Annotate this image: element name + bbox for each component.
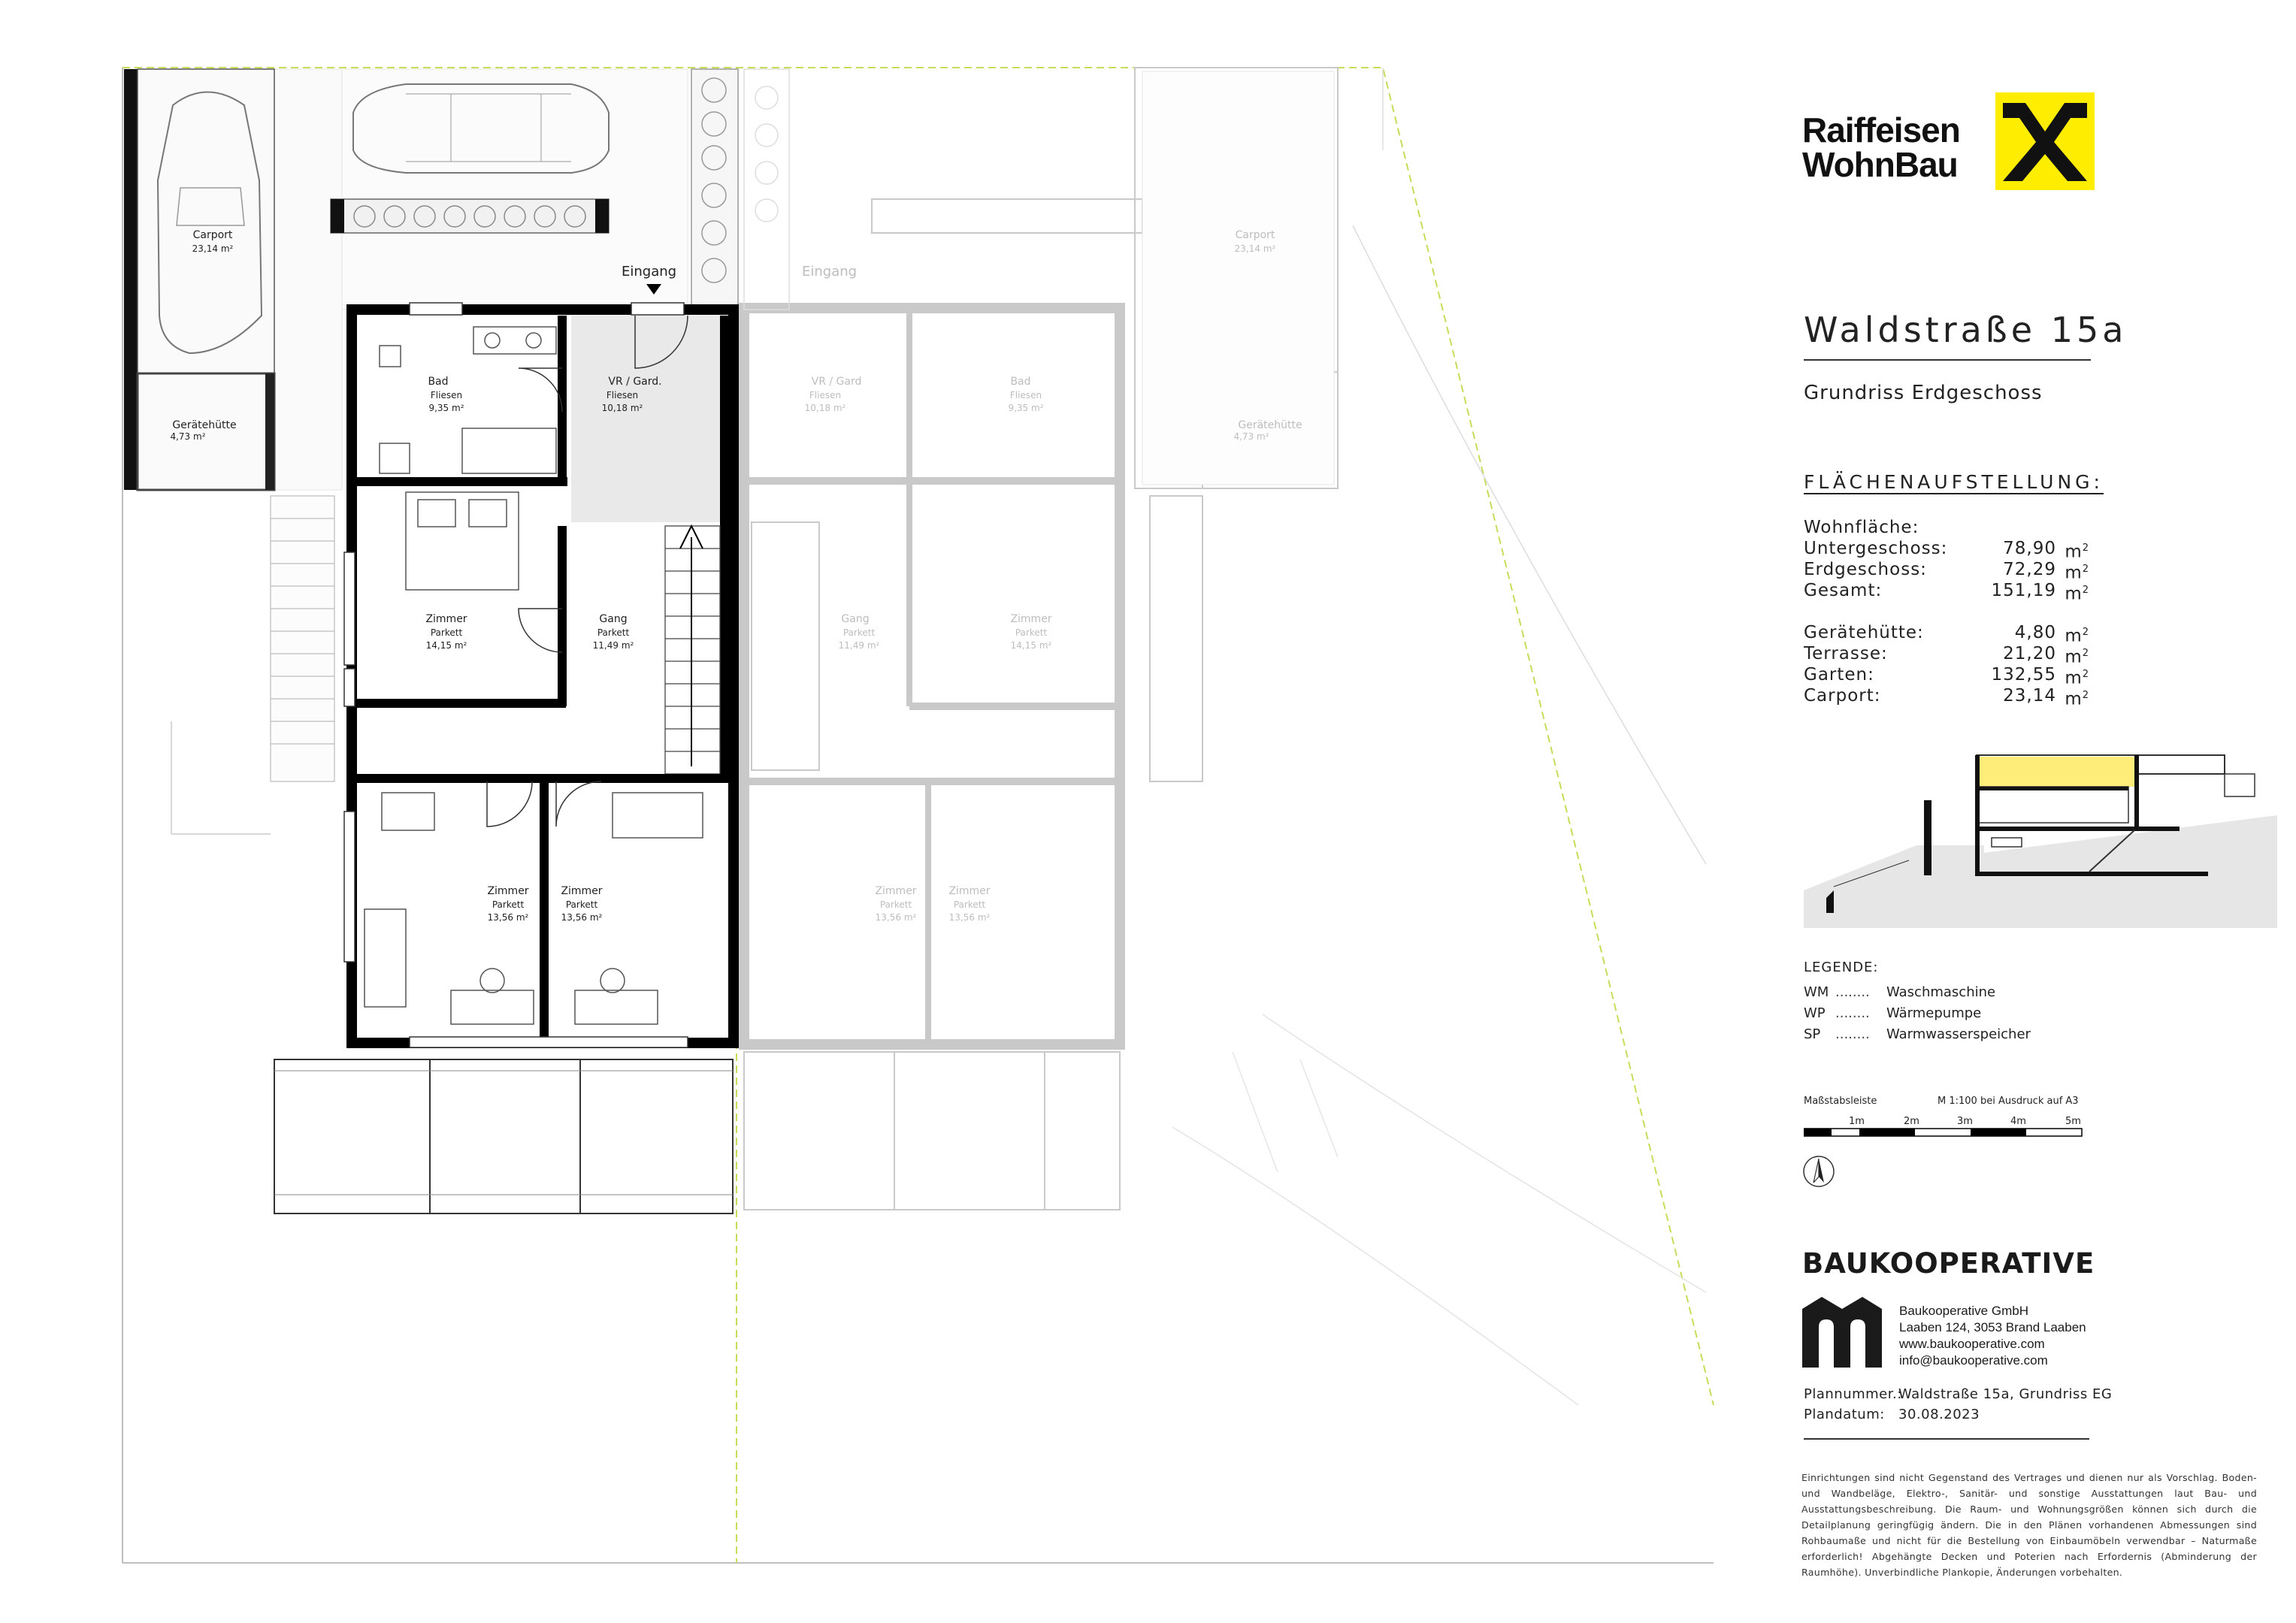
svg-text:13,56 m²: 13,56 m² bbox=[487, 912, 529, 923]
brand-wordmark bbox=[1802, 110, 1960, 184]
svg-text:4,73 m²: 4,73 m² bbox=[1233, 431, 1269, 442]
svg-text:Parkett: Parkett bbox=[430, 627, 463, 638]
svg-text:23,14 m²: 23,14 m² bbox=[192, 243, 234, 254]
svg-text:Parkett: Parkett bbox=[842, 627, 876, 638]
scale-bar bbox=[1804, 1127, 2089, 1139]
svg-text:10,18 m²: 10,18 m² bbox=[601, 403, 643, 413]
company-website[interactable]: www.baukooperative.com bbox=[1899, 1337, 2045, 1351]
north-arrow-icon bbox=[1801, 1154, 1836, 1189]
scale-tick: 4m bbox=[2010, 1116, 2026, 1127]
entrance-label-mirror: Eingang bbox=[802, 264, 858, 280]
terrace bbox=[274, 1059, 733, 1213]
label-room3: Zimmer bbox=[561, 885, 603, 897]
meta-rule bbox=[1804, 1438, 2089, 1440]
title-rule bbox=[1804, 359, 2091, 361]
svg-text:11,49 m²: 11,49 m² bbox=[838, 640, 880, 651]
planter bbox=[331, 199, 609, 233]
svg-text:Parkett: Parkett bbox=[565, 899, 598, 910]
svg-text:14,15 m²: 14,15 m² bbox=[425, 640, 467, 651]
scale-tick: 5m bbox=[2065, 1116, 2081, 1127]
svg-text:Parkett: Parkett bbox=[597, 627, 630, 638]
svg-text:Fliesen: Fliesen bbox=[430, 390, 463, 400]
scale-label: Maßstabsleiste bbox=[1804, 1096, 1877, 1107]
raiffeisen-logo-icon bbox=[1995, 92, 2095, 190]
svg-text:9,35 m²: 9,35 m² bbox=[428, 403, 464, 413]
company-line: Laaben 124, 3053 Brand Laaben bbox=[1899, 1320, 2086, 1334]
scale-tick: 2m bbox=[1904, 1116, 1919, 1127]
label-shed: Gerätehütte bbox=[172, 419, 237, 431]
svg-text:Parkett: Parkett bbox=[953, 899, 986, 910]
svg-text:Gerätehütte: Gerätehütte bbox=[1238, 419, 1302, 431]
house-walls bbox=[352, 310, 734, 1043]
svg-text:4,73 m²: 4,73 m² bbox=[170, 431, 206, 442]
brand-line1: Raiffeisen bbox=[1802, 110, 1960, 150]
svg-text:13,56 m²: 13,56 m² bbox=[948, 912, 991, 923]
label-carport: Carport bbox=[192, 229, 233, 241]
entrance-marker bbox=[622, 264, 857, 295]
scale-tick: 1m bbox=[1849, 1116, 1865, 1127]
entrance-label: Eingang bbox=[622, 264, 677, 280]
disclaimer: Einrichtungen sind nicht Gegenstand des Vertrages und dienen nur als Vorschlag. Boden- und Wandbeläge, Elektro-, Sanitär- und sonstige Ausstattungen laut Bau- und Ausstattungsbeschreibung. Die Raum- und Wohnungsgrößen können sich durch die Detailplanung geringfügig ändern. Die in den Plänen vorhandenen Abmessungen sind Rohbaumaße und nicht für die Bestellung von Einbaumöbeln verwendbar – Naturmaße erforderlich! Abgehängte Decken und Poterien nach Erfordernis (Abminderung der Raumhöhe). Unverbindliche Plankopie, Änderungen vorbehalten. bbox=[1801, 1472, 2257, 1578]
areas-heading: FLÄCHENAUFSTELLUNG: bbox=[1804, 471, 2104, 493]
svg-text:Gang: Gang bbox=[841, 613, 870, 625]
svg-text:Parkett: Parkett bbox=[879, 899, 912, 910]
svg-text:9,35 m²: 9,35 m² bbox=[1008, 403, 1044, 413]
svg-text:Zimmer: Zimmer bbox=[875, 885, 917, 897]
scale-tick: 3m bbox=[1957, 1116, 1973, 1127]
svg-text:VR / Gard: VR / Gard bbox=[811, 376, 862, 388]
company-line: Baukooperative GmbH bbox=[1899, 1304, 2028, 1318]
section-sketch bbox=[1804, 733, 2277, 928]
project-title: Waldstraße 15a bbox=[1804, 310, 2128, 350]
staircase bbox=[665, 526, 720, 774]
scale-note: M 1:100 bei Ausdruck auf A3 bbox=[1938, 1096, 2079, 1107]
svg-text:Zimmer: Zimmer bbox=[948, 885, 991, 897]
brand-line2: WohnBau bbox=[1802, 145, 1958, 184]
svg-text:Parkett: Parkett bbox=[1015, 627, 1048, 638]
company-email[interactable]: info@baukooperative.com bbox=[1899, 1353, 2048, 1368]
svg-text:23,14 m²: 23,14 m² bbox=[1234, 243, 1276, 254]
label-bath: Bad bbox=[428, 376, 449, 388]
label-room2: Zimmer bbox=[487, 885, 529, 897]
svg-text:10,18 m²: 10,18 m² bbox=[804, 403, 846, 413]
svg-text:Bad: Bad bbox=[1010, 376, 1031, 388]
label-entry: VR / Gard. bbox=[608, 376, 662, 388]
legend-heading: LEGENDE: bbox=[1804, 960, 1879, 975]
svg-text:Fliesen: Fliesen bbox=[809, 390, 842, 400]
svg-text:11,49 m²: 11,49 m² bbox=[592, 640, 634, 651]
label-corridor: Gang bbox=[599, 613, 628, 625]
svg-text:14,15 m²: 14,15 m² bbox=[1010, 640, 1052, 651]
svg-text:Carport: Carport bbox=[1235, 229, 1275, 241]
label-room1: Zimmer bbox=[425, 613, 467, 625]
plan-subtitle: Grundriss Erdgeschoss bbox=[1804, 382, 2043, 404]
svg-text:Zimmer: Zimmer bbox=[1010, 613, 1052, 625]
planter-strip bbox=[691, 69, 789, 310]
svg-text:13,56 m²: 13,56 m² bbox=[561, 912, 603, 923]
company-name: BAUKOOPERATIVE bbox=[1802, 1247, 2095, 1280]
company-logo-icon bbox=[1802, 1292, 1882, 1368]
svg-text:Fliesen: Fliesen bbox=[1009, 390, 1042, 400]
svg-text:13,56 m²: 13,56 m² bbox=[875, 912, 917, 923]
svg-text:Parkett: Parkett bbox=[492, 899, 525, 910]
svg-text:Fliesen: Fliesen bbox=[606, 390, 639, 400]
